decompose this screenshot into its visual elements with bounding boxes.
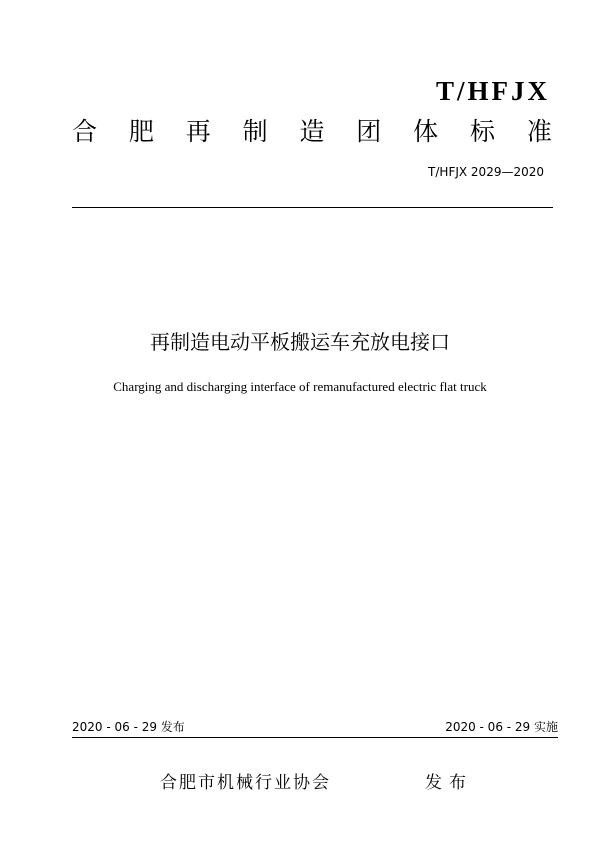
header-divider <box>72 207 553 208</box>
org-type-char: 肥 <box>128 117 154 146</box>
issue-label: 发布 <box>425 773 473 793</box>
footer-divider <box>72 737 558 738</box>
org-type-char: 再 <box>185 117 211 146</box>
publish-date: 2020 - 06 - 29 发布 <box>72 720 185 734</box>
org-type-char: 标 <box>470 117 496 146</box>
org-type-char: 合 <box>72 117 98 146</box>
org-type-char: 准 <box>526 117 552 146</box>
document-number: T/HFJX 2029—2020 <box>428 165 544 179</box>
org-type-char: 造 <box>299 117 325 146</box>
standard-code: T/HFJX <box>435 76 550 106</box>
title-english: Charging and discharging interface of remanufactured electric flat truck <box>113 379 487 394</box>
org-type-char: 制 <box>242 117 268 146</box>
org-type-char: 团 <box>356 117 382 146</box>
organization-standard-type <box>72 117 552 147</box>
title-chinese: 再制造电动平板搬运车充放电接口 <box>150 330 450 354</box>
implement-date: 2020 - 06 - 29 实施 <box>445 720 558 734</box>
org-type-char: 体 <box>413 117 439 146</box>
issuer-name: 合肥市机械行业协会 <box>160 773 331 793</box>
